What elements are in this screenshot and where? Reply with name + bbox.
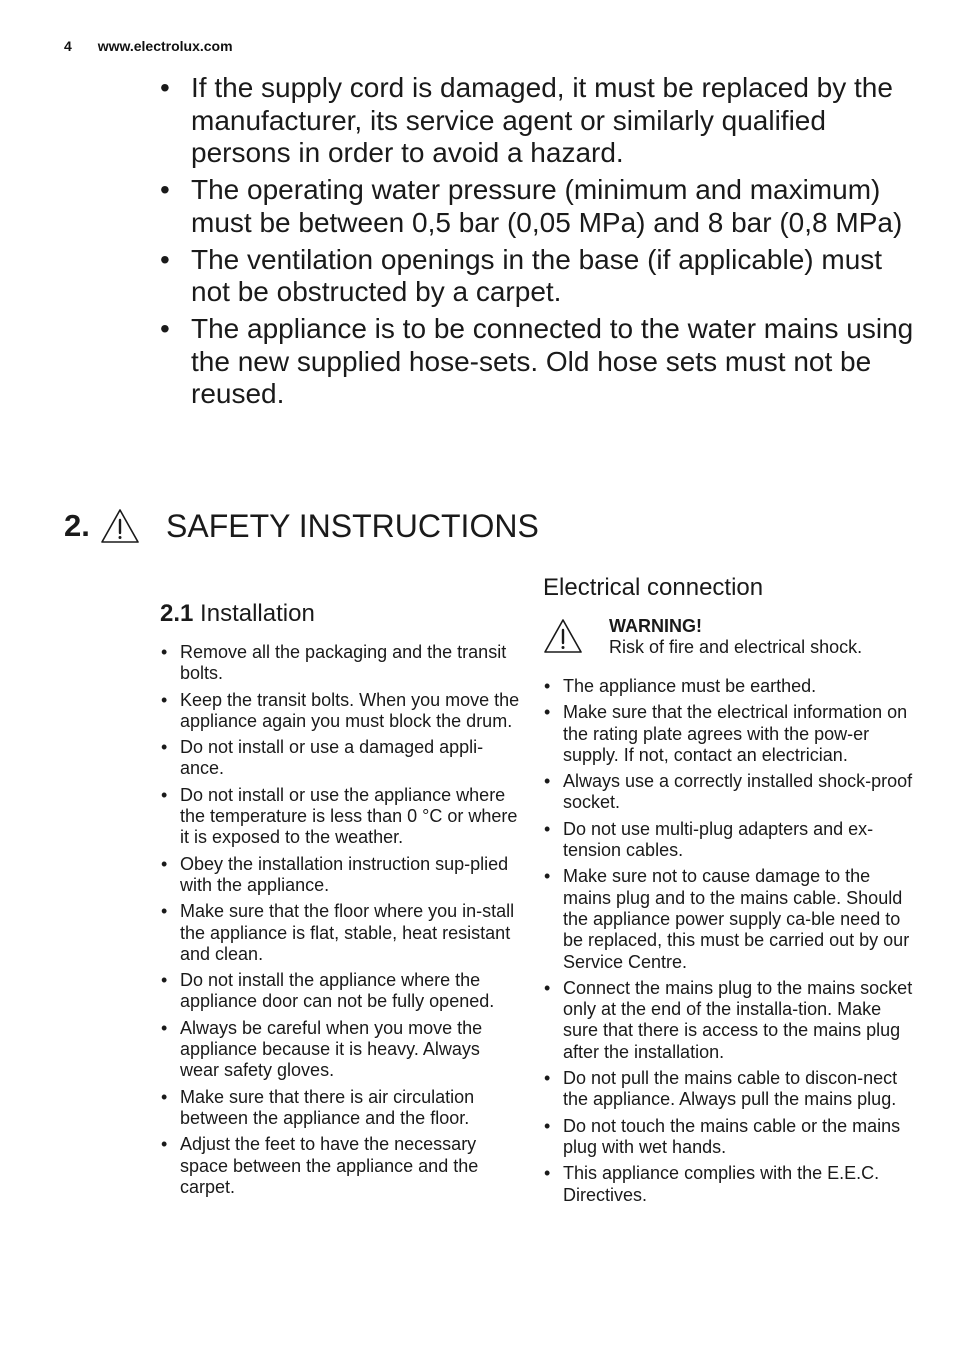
list-item: • Always use a correctly installed shock-proof socket. bbox=[543, 771, 913, 814]
list-item: • Always be careful when you move the appliance because it is heavy. Always wear safety gloves. bbox=[160, 1018, 520, 1082]
installation-heading bbox=[160, 598, 520, 630]
section-number: 2. bbox=[64, 508, 90, 543]
warning-text: Risk of fire and electrical shock. bbox=[609, 637, 863, 657]
installation-column bbox=[160, 598, 520, 1203]
list-item: • Make sure that the electrical information on the rating plate agrees with the pow-er supply. If not, contact an electrician. bbox=[543, 702, 913, 766]
list-item: • Do not install or use a damaged appli-ance. bbox=[160, 737, 520, 780]
page-header bbox=[64, 38, 233, 54]
electrical-heading: Electrical connection bbox=[543, 574, 764, 601]
list-item: • The ventilation openings in the base (if applicable) must not be obstructed by a carpet. bbox=[160, 244, 920, 309]
list-item: • This appliance complies with the E.E.C. Directives. bbox=[543, 1163, 913, 1206]
page-number: 4 bbox=[64, 38, 72, 54]
intro-list bbox=[160, 72, 920, 415]
list-item: • Do not touch the mains cable or the mains plug with wet hands. bbox=[543, 1116, 913, 1159]
list-item: • Make sure that the floor where you in-stall the appliance is flat, stable, heat resistant and clean. bbox=[160, 901, 520, 965]
warning-triangle-icon bbox=[100, 508, 140, 544]
list-item: • Adjust the feet to have the necessary space between the appliance and the carpet. bbox=[160, 1134, 520, 1198]
warning-box bbox=[543, 616, 913, 658]
list-item: • The appliance is to be connected to the water mains using the new supplied hose-sets. Old hose sets must not be reused. bbox=[160, 313, 920, 411]
list-item: • Do not use multi-plug adapters and ex-tension cables. bbox=[543, 819, 913, 862]
warning-title: WARNING! bbox=[609, 616, 702, 636]
list-item: • The operating water pressure (minimum and maximum) must be between 0,5 bar (0,05 MPa) and 8 bar (0,8 MPa) bbox=[160, 174, 920, 239]
electrical-list bbox=[543, 676, 913, 1206]
list-item: • Make sure not to cause damage to the mains plug and to the mains cable. Should the appliance power supply ca-ble need to be replaced, this must be carried out by our Service Centre. bbox=[543, 866, 913, 972]
warning-triangle-icon bbox=[543, 618, 583, 654]
subsection-title: Installation bbox=[200, 600, 315, 627]
section-title: SAFETY INSTRUCTIONS bbox=[166, 507, 539, 544]
section-heading bbox=[64, 502, 539, 550]
website-url: www.electrolux.com bbox=[97, 38, 233, 54]
list-item: • If the supply cord is damaged, it must be replaced by the manufacturer, its service agent or similarly qualified persons in order to avoid a hazard. bbox=[160, 72, 920, 170]
electrical-column bbox=[543, 572, 913, 1211]
list-item: • Keep the transit bolts. When you move the appliance again you must block the drum. bbox=[160, 690, 520, 733]
list-item: • Do not install or use the appliance where the temperature is less than 0 °C or where it is exposed to the weather. bbox=[160, 785, 520, 849]
list-item: • Do not pull the mains cable to discon-nect the appliance. Always pull the mains plug. bbox=[543, 1068, 913, 1111]
list-item: • Remove all the packaging and the transit bolts. bbox=[160, 642, 520, 685]
list-item: • Make sure that there is air circulation between the appliance and the floor. bbox=[160, 1087, 520, 1130]
installation-list bbox=[160, 642, 520, 1198]
list-item: • Connect the mains plug to the mains socket only at the end of the installa-tion. Make sure that there is access to the mains plug after the installation. bbox=[543, 978, 913, 1063]
list-item: • The appliance must be earthed. bbox=[543, 676, 913, 697]
subsection-number: 2.1 bbox=[160, 600, 194, 627]
list-item: • Do not install the appliance where the appliance door can not be fully opened. bbox=[160, 970, 520, 1013]
list-item: • Obey the installation instruction sup-plied with the appliance. bbox=[160, 854, 520, 897]
